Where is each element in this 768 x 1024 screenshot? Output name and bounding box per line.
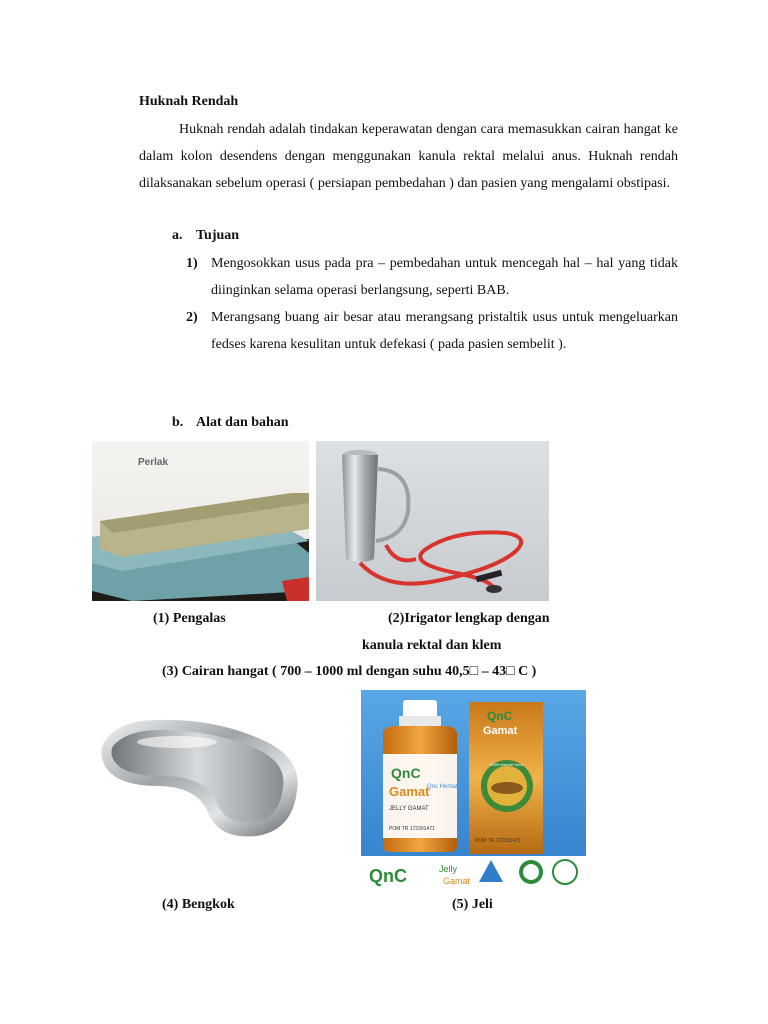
- item-text: Merangsang buang air besar atau merangsang pristaltik usus untuk mengeluarkan fedses karena kesulitan untuk defekasi ( pada pasien sembelit ).: [211, 310, 678, 352]
- herbal-logo: [553, 860, 577, 884]
- page-title: Huknah Rendah: [139, 94, 239, 109]
- irigator-photo: [316, 441, 549, 601]
- item-number: 2): [186, 310, 198, 325]
- footer-gamat: Gamat: [443, 876, 471, 886]
- box-brand: QnC: [487, 709, 513, 723]
- box-badge: 100% Natural Herb: [489, 762, 524, 767]
- perlak-label: Perlak: [138, 457, 169, 468]
- section-a-title: Tujuan: [196, 228, 240, 243]
- irigator-illustration: [316, 441, 549, 601]
- item-number: 1): [186, 256, 198, 271]
- jeli-illustration: [361, 690, 586, 889]
- bottle-brand: QnC: [391, 765, 421, 781]
- perlak-illustration: [92, 441, 309, 601]
- box-pom: POM TR 172301471: [475, 838, 521, 844]
- section-b-letter: b.: [172, 415, 184, 430]
- section-a-letter: a.: [172, 228, 183, 243]
- footer-brand: QnC: [369, 866, 407, 886]
- caption-cairan-hangat: (3) Cairan hangat ( 700 – 1000 ml dengan suhu 40,5□ – 43□ C ): [162, 664, 537, 679]
- section-b-heading: [172, 415, 289, 431]
- bottle-sub: JELLY GAMAT: [389, 806, 429, 812]
- box-product: Gamat: [483, 725, 518, 737]
- bottle-herbal: Qnc Herbal: [427, 784, 458, 790]
- footer-jelly: Jelly: [439, 864, 458, 874]
- caption-irigator-line1: (2)Irigator lengkap dengan: [388, 611, 550, 626]
- caption-jeli: (5) Jeli: [452, 897, 493, 912]
- caption-pengalas: (1) Pengalas: [153, 611, 226, 626]
- bottle-pom: POM TR 172301471: [389, 826, 435, 832]
- perlak-photo: [92, 441, 309, 601]
- caption-bengkok: (4) Bengkok: [162, 897, 235, 912]
- bengkok-photo: [97, 690, 305, 888]
- list-item: [186, 250, 678, 304]
- section-a-heading: [172, 228, 239, 244]
- bottle-product: Gamat: [389, 784, 430, 799]
- bengkok-illustration: [97, 690, 305, 888]
- jeli-photo: [361, 690, 586, 889]
- caption-irigator-line2: kanula rektal dan klem: [362, 638, 502, 653]
- section-b-title: Alat dan bahan: [196, 415, 289, 430]
- item-text: Mengosokkan usus pada pra – pembedahan untuk mencegah hal – hal yang tidak diinginkan selama operasi berlangsung, seperti BAB.: [211, 256, 678, 298]
- list-item: [186, 304, 678, 358]
- intro-text: Huknah rendah adalah tindakan keperawatan dengan cara memasukkan cairan hangat ke dalam kolon desendens dengan menggunakan kanula rektal melalui anus. Huknah rendah dilaksanakan sebelum operasi ( persiapan pembedahan ) dan pasien yang mengalami obstipasi.: [139, 122, 678, 191]
- intro-paragraph: [139, 116, 678, 197]
